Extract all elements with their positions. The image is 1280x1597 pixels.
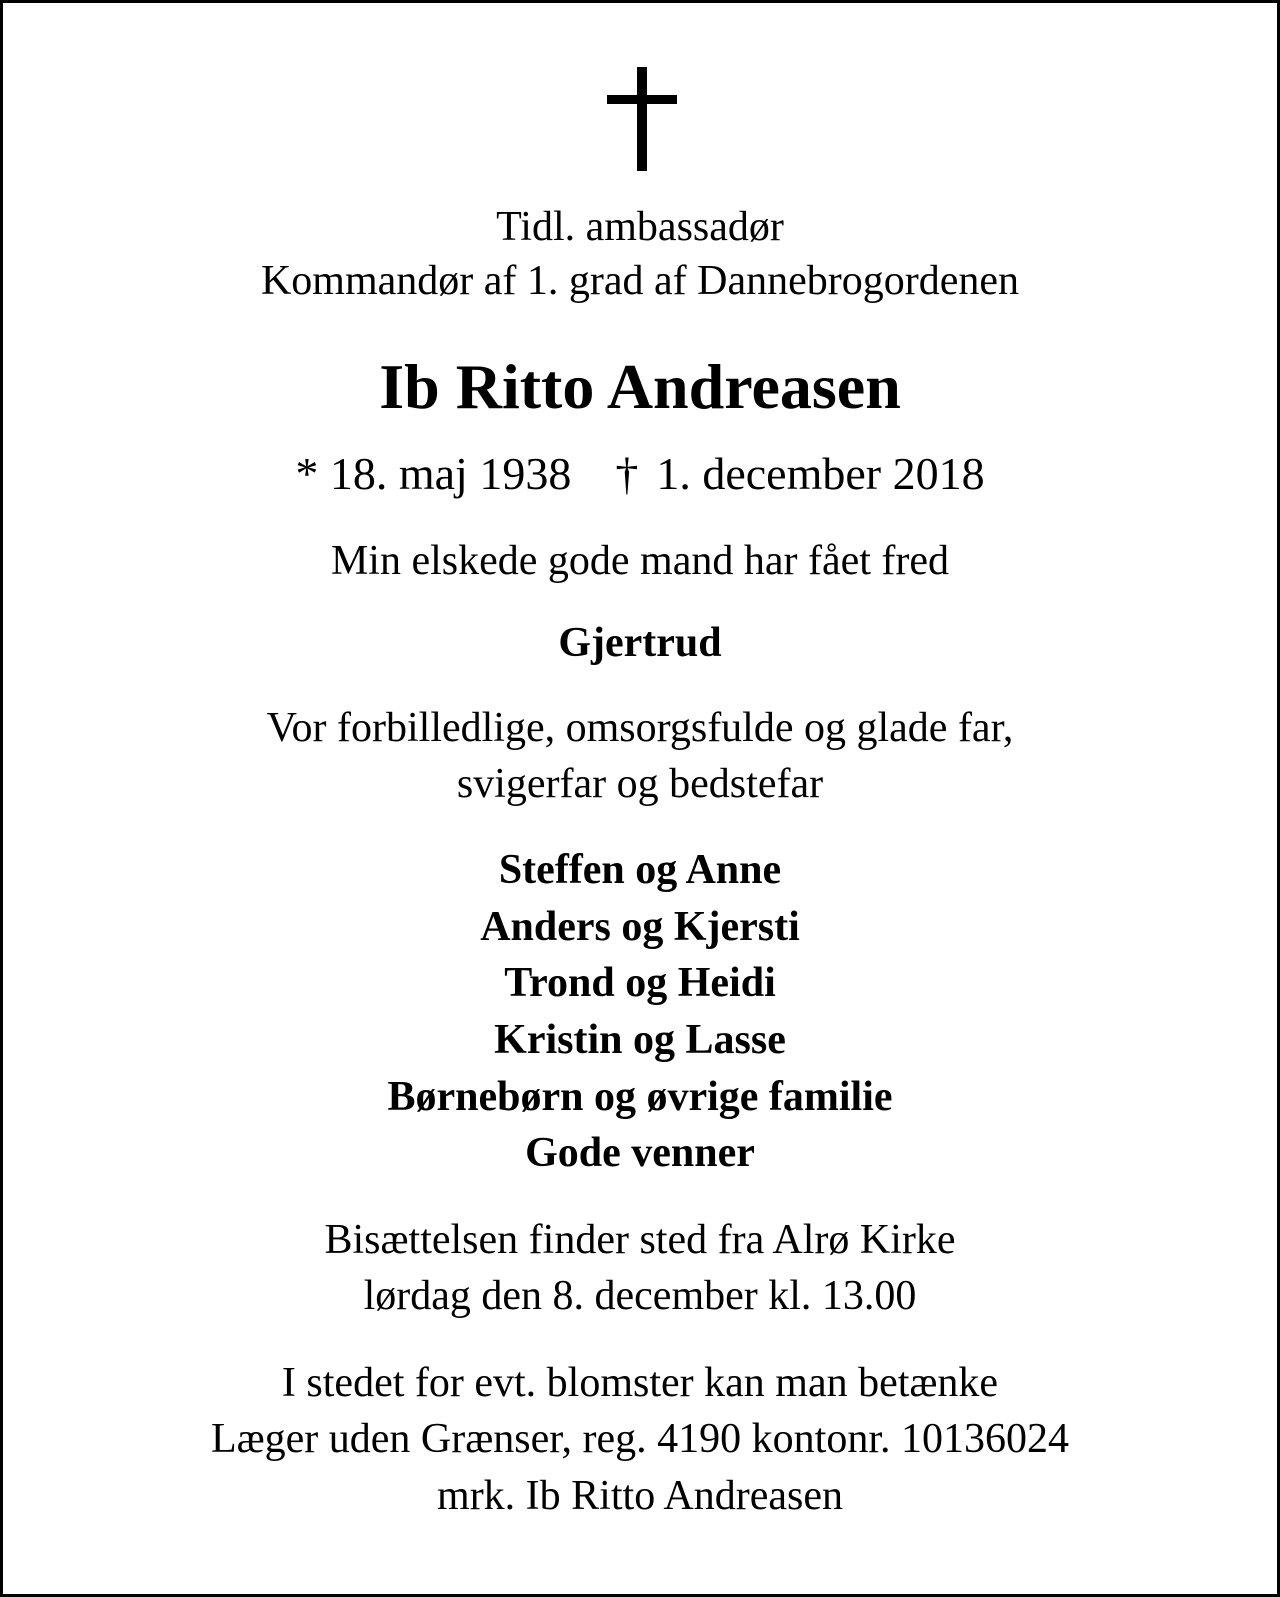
family-line: Steffen og Anne: [498, 847, 782, 893]
life-dates: [3, 446, 1277, 502]
funeral-line: Bisættelsen finder sted fra Alrø Kirke: [324, 1217, 956, 1263]
birth-date: * 18. maj 1938: [295, 448, 572, 499]
donation-line: I stedet for evt. blomster kan man betænke: [281, 1360, 999, 1406]
family-line: Børnebørn og øvrige familie: [387, 1074, 893, 1120]
children-tribute-line: svigerfar og bedstefar: [456, 761, 824, 807]
family-line: Kristin og Lasse: [494, 1017, 786, 1063]
title-line: Tidl. ambassadør: [496, 204, 784, 250]
title-line: Kommandør af 1. grad af Dannebrogordenen: [260, 258, 1020, 304]
donation-line: mrk. Ib Ritto Andreasen: [437, 1473, 843, 1519]
tribute-text: Min elskede gode mand har fået fred: [330, 538, 950, 584]
family-line: Gode venner: [525, 1130, 755, 1176]
family-line: Anders og Kjersti: [480, 904, 800, 950]
dagger-icon: †: [615, 448, 639, 499]
donation-line: Læger uden Grænser, reg. 4190 kontonr. 10136024: [210, 1416, 1070, 1462]
family-line: Trond og Heidi: [504, 960, 776, 1006]
funeral-line: lørdag den 8. december kl. 13.00: [363, 1273, 917, 1319]
cross-icon: [607, 67, 677, 171]
children-tribute-line: Vor forbilledlige, omsorgsfulde og glade far,: [266, 705, 1014, 751]
spouse-name: Gjertrud: [558, 620, 722, 666]
deceased-name: Ib Ritto Andreasen: [379, 351, 901, 422]
death-date: 1. december 2018: [656, 448, 985, 499]
